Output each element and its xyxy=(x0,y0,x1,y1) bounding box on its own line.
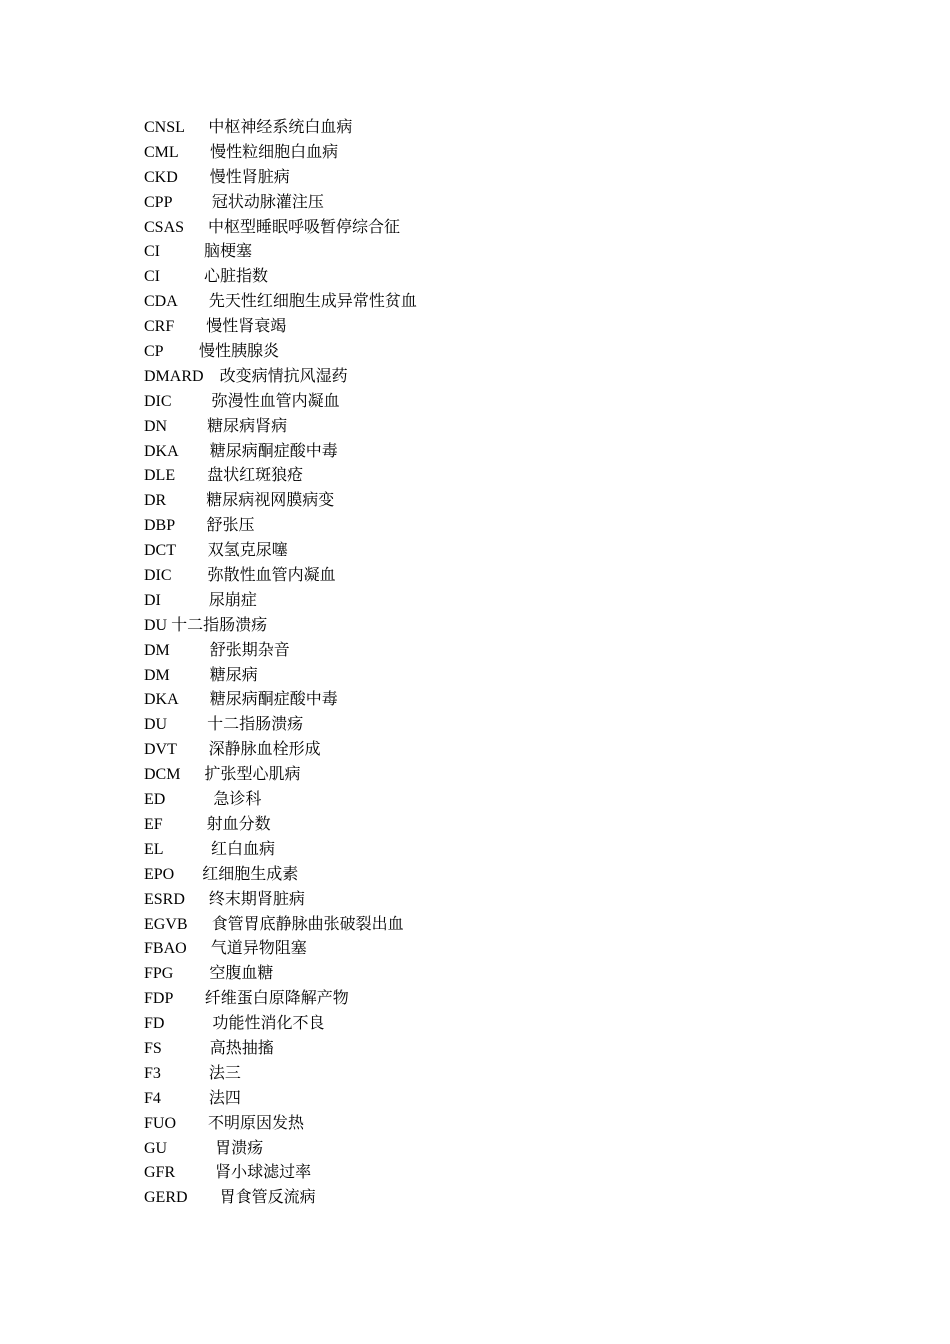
abbreviation-code: DI xyxy=(144,591,161,609)
entry-spacing xyxy=(204,368,220,385)
entry-spacing xyxy=(170,642,210,659)
abbreviation-term: 冠状动脉灌注压 xyxy=(211,193,324,211)
abbreviation-code: CDA xyxy=(144,293,177,311)
abbreviation-term: 心脏指数 xyxy=(204,268,269,286)
abbreviation-entry xyxy=(144,141,664,166)
abbreviation-term: 糖尿病酮症酸中毒 xyxy=(209,691,338,709)
abbreviation-term: 中枢型睡眠呼吸暂停综合征 xyxy=(208,218,401,236)
abbreviation-entry xyxy=(144,639,664,664)
abbreviation-entry xyxy=(144,1012,664,1037)
entry-spacing xyxy=(173,990,205,1007)
abbreviation-entry xyxy=(144,216,664,241)
abbreviation-term: 慢性肾衰竭 xyxy=(206,318,287,336)
entry-spacing xyxy=(167,716,207,733)
entry-spacing xyxy=(175,467,207,484)
abbreviation-entry xyxy=(144,888,664,913)
entry-spacing xyxy=(175,517,207,534)
abbreviation-entry xyxy=(144,415,664,440)
entry-spacing xyxy=(185,891,209,908)
abbreviation-entry xyxy=(144,564,664,589)
abbreviation-entry xyxy=(144,1112,664,1137)
abbreviation-entry xyxy=(144,1137,664,1162)
abbreviation-code: DLE xyxy=(144,467,176,485)
abbreviation-entry xyxy=(144,1037,664,1062)
abbreviation-entry xyxy=(144,315,664,340)
abbreviation-code: FPG xyxy=(144,965,174,983)
abbreviation-code: DM xyxy=(144,641,170,659)
abbreviation-code: FUO xyxy=(144,1114,177,1132)
entry-spacing xyxy=(166,492,206,509)
entry-spacing xyxy=(188,916,212,933)
abbreviation-term: 糖尿病视网膜病变 xyxy=(206,492,335,510)
abbreviation-code: FS xyxy=(144,1039,162,1057)
entry-spacing xyxy=(161,1065,209,1082)
abbreviation-term: 弥漫性血管内凝血 xyxy=(211,392,340,410)
abbreviation-code: DN xyxy=(144,417,168,435)
abbreviation-code: CI xyxy=(144,243,160,261)
abbreviation-code: CML xyxy=(144,143,179,161)
abbreviation-list xyxy=(144,116,664,1211)
entry-spacing xyxy=(184,119,208,136)
abbreviation-term: 先天性红细胞生成异常性贫血 xyxy=(208,293,417,311)
entry-spacing xyxy=(167,1140,215,1157)
abbreviation-entry xyxy=(144,240,664,265)
entry-spacing xyxy=(175,1164,215,1181)
abbreviation-entry xyxy=(144,788,664,813)
abbreviation-entry xyxy=(144,987,664,1012)
abbreviation-entry xyxy=(144,464,664,489)
abbreviation-term: 食管胃底静脉曲张破裂出血 xyxy=(211,915,404,933)
abbreviation-term: 盘状红斑狼疮 xyxy=(207,467,304,485)
entry-spacing xyxy=(176,1115,208,1132)
abbreviation-code: DBP xyxy=(144,517,175,535)
abbreviation-code: GFR xyxy=(144,1164,176,1182)
abbreviation-term: 气道异物阻塞 xyxy=(210,940,307,958)
abbreviation-entry xyxy=(144,440,664,465)
entry-spacing xyxy=(165,791,213,808)
entry-spacing xyxy=(161,592,209,609)
abbreviation-term: 空腹血糖 xyxy=(209,965,274,983)
abbreviation-code: CI xyxy=(144,268,160,286)
abbreviation-entry xyxy=(144,664,664,689)
abbreviation-term: 脑梗塞 xyxy=(204,243,253,261)
abbreviation-code: DIC xyxy=(144,567,172,585)
abbreviation-code: EPO xyxy=(144,865,175,883)
abbreviation-entry xyxy=(144,340,664,365)
abbreviation-term: 终末期肾脏病 xyxy=(208,890,305,908)
abbreviation-term: 弥散性血管内凝血 xyxy=(207,567,336,585)
entry-spacing xyxy=(187,940,211,957)
abbreviation-code: FBAO xyxy=(144,940,187,958)
abbreviation-entry xyxy=(144,688,664,713)
abbreviation-code: CRF xyxy=(144,318,175,336)
abbreviation-entry xyxy=(144,838,664,863)
entry-spacing xyxy=(184,219,208,236)
abbreviation-code: DM xyxy=(144,666,170,684)
abbreviation-term: 急诊科 xyxy=(213,791,262,809)
abbreviation-entry xyxy=(144,1186,664,1211)
abbreviation-term: 十二指肠溃疡 xyxy=(207,716,304,734)
entry-spacing xyxy=(163,841,211,858)
abbreviation-code: DMARD xyxy=(144,367,204,385)
abbreviation-code: F3 xyxy=(144,1064,161,1082)
entry-spacing xyxy=(170,667,210,684)
entry-spacing xyxy=(178,169,210,186)
abbreviation-entry xyxy=(144,913,664,938)
abbreviation-entry xyxy=(144,166,664,191)
abbreviation-entry xyxy=(144,713,664,738)
abbreviation-term: 慢性粒细胞白血病 xyxy=(210,143,339,161)
abbreviation-entry xyxy=(144,813,664,838)
abbreviation-entry xyxy=(144,863,664,888)
entry-spacing xyxy=(162,1040,210,1057)
abbreviation-code: F4 xyxy=(144,1089,161,1107)
abbreviation-entry xyxy=(144,1087,664,1112)
entry-spacing xyxy=(177,741,209,758)
abbreviation-code: DVT xyxy=(144,741,177,759)
abbreviation-term: 尿崩症 xyxy=(208,591,257,609)
entry-spacing xyxy=(188,1189,220,1206)
abbreviation-code: CP xyxy=(144,343,163,361)
abbreviation-term: 深静脉血栓形成 xyxy=(208,741,321,759)
abbreviation-code: DU xyxy=(144,716,168,734)
abbreviation-term: 胃食管反流病 xyxy=(219,1189,316,1207)
entry-spacing xyxy=(178,691,210,708)
entry-spacing xyxy=(177,293,209,310)
entry-spacing xyxy=(172,194,212,211)
abbreviation-code: DR xyxy=(144,492,167,510)
abbreviation-code: DKA xyxy=(144,691,178,709)
abbreviation-entry xyxy=(144,962,664,987)
abbreviation-term: 胃溃疡 xyxy=(215,1139,264,1157)
abbreviation-code: EGVB xyxy=(144,915,188,933)
abbreviation-term: 双氢克尿噻 xyxy=(207,542,288,560)
entry-spacing xyxy=(174,866,202,883)
abbreviation-term: 糖尿病酮症酸中毒 xyxy=(209,442,338,460)
abbreviation-term: 纤维蛋白原降解产物 xyxy=(204,990,349,1008)
entry-spacing xyxy=(160,268,204,285)
abbreviation-term: 糖尿病肾病 xyxy=(207,417,288,435)
abbreviation-code: GU xyxy=(144,1139,168,1157)
entry-spacing xyxy=(163,816,207,833)
abbreviation-entry xyxy=(144,763,664,788)
entry-spacing xyxy=(160,243,204,260)
abbreviation-code: DU xyxy=(144,616,168,634)
entry-spacing xyxy=(161,1090,209,1107)
abbreviation-code: DIC xyxy=(144,392,172,410)
entry-spacing xyxy=(176,542,208,559)
abbreviation-code: DCT xyxy=(144,542,176,560)
entry-spacing xyxy=(173,965,209,982)
abbreviation-entry xyxy=(144,614,664,639)
abbreviation-term: 十二指肠溃疡 xyxy=(171,616,268,634)
entry-spacing xyxy=(172,567,208,584)
abbreviation-code: FD xyxy=(144,1015,165,1033)
abbreviation-term: 法四 xyxy=(208,1089,241,1107)
abbreviation-entry xyxy=(144,539,664,564)
abbreviation-entry xyxy=(144,290,664,315)
abbreviation-term: 糖尿病 xyxy=(209,666,258,684)
abbreviation-term: 慢性胰腺炎 xyxy=(198,343,279,361)
abbreviation-entry xyxy=(144,1062,664,1087)
abbreviation-code: CPP xyxy=(144,193,172,211)
abbreviation-entry xyxy=(144,365,664,390)
abbreviation-term: 不明原因发热 xyxy=(208,1114,305,1132)
entry-spacing xyxy=(163,343,199,360)
abbreviation-entry xyxy=(144,116,664,141)
entry-spacing xyxy=(174,318,206,335)
entry-spacing xyxy=(172,393,212,410)
abbreviation-entry xyxy=(144,390,664,415)
abbreviation-code: EF xyxy=(144,815,163,833)
abbreviation-code: CNSL xyxy=(144,119,185,136)
abbreviation-code: ED xyxy=(144,791,166,809)
abbreviation-term: 高热抽搐 xyxy=(209,1039,274,1057)
abbreviation-entry xyxy=(144,738,664,763)
entry-spacing xyxy=(178,443,210,460)
abbreviation-code: EL xyxy=(144,840,163,858)
abbreviation-term: 法三 xyxy=(208,1064,241,1082)
entry-spacing xyxy=(178,144,210,161)
abbreviation-code: CKD xyxy=(144,168,178,186)
entry-spacing xyxy=(167,418,207,435)
abbreviation-entry xyxy=(144,937,664,962)
entry-spacing xyxy=(180,766,204,783)
abbreviation-entry xyxy=(144,265,664,290)
abbreviation-entry xyxy=(144,589,664,614)
abbreviation-entry xyxy=(144,1161,664,1186)
abbreviation-term: 射血分数 xyxy=(206,815,271,833)
abbreviation-term: 功能性消化不良 xyxy=(212,1015,325,1033)
abbreviation-term: 中枢神经系统白血病 xyxy=(208,119,353,136)
abbreviation-entry xyxy=(144,191,664,216)
abbreviation-term: 肾小球滤过率 xyxy=(215,1164,312,1182)
abbreviation-code: GERD xyxy=(144,1189,188,1207)
abbreviation-code: CSAS xyxy=(144,218,185,236)
entry-spacing xyxy=(164,1015,212,1032)
abbreviation-term: 慢性肾脏病 xyxy=(209,168,290,186)
abbreviation-term: 舒张期杂音 xyxy=(209,641,290,659)
abbreviation-entry xyxy=(144,489,664,514)
abbreviation-term: 红细胞生成素 xyxy=(202,865,299,883)
abbreviation-code: ESRD xyxy=(144,890,185,908)
abbreviation-code: DCM xyxy=(144,766,181,784)
abbreviation-code: DKA xyxy=(144,442,178,460)
abbreviation-term: 改变病情抗风湿药 xyxy=(219,367,348,385)
abbreviation-term: 舒张压 xyxy=(206,517,255,535)
abbreviation-code: FDP xyxy=(144,990,173,1008)
abbreviation-term: 扩张型心肌病 xyxy=(204,766,301,784)
abbreviation-term: 红白血病 xyxy=(210,840,275,858)
abbreviation-entry xyxy=(144,514,664,539)
